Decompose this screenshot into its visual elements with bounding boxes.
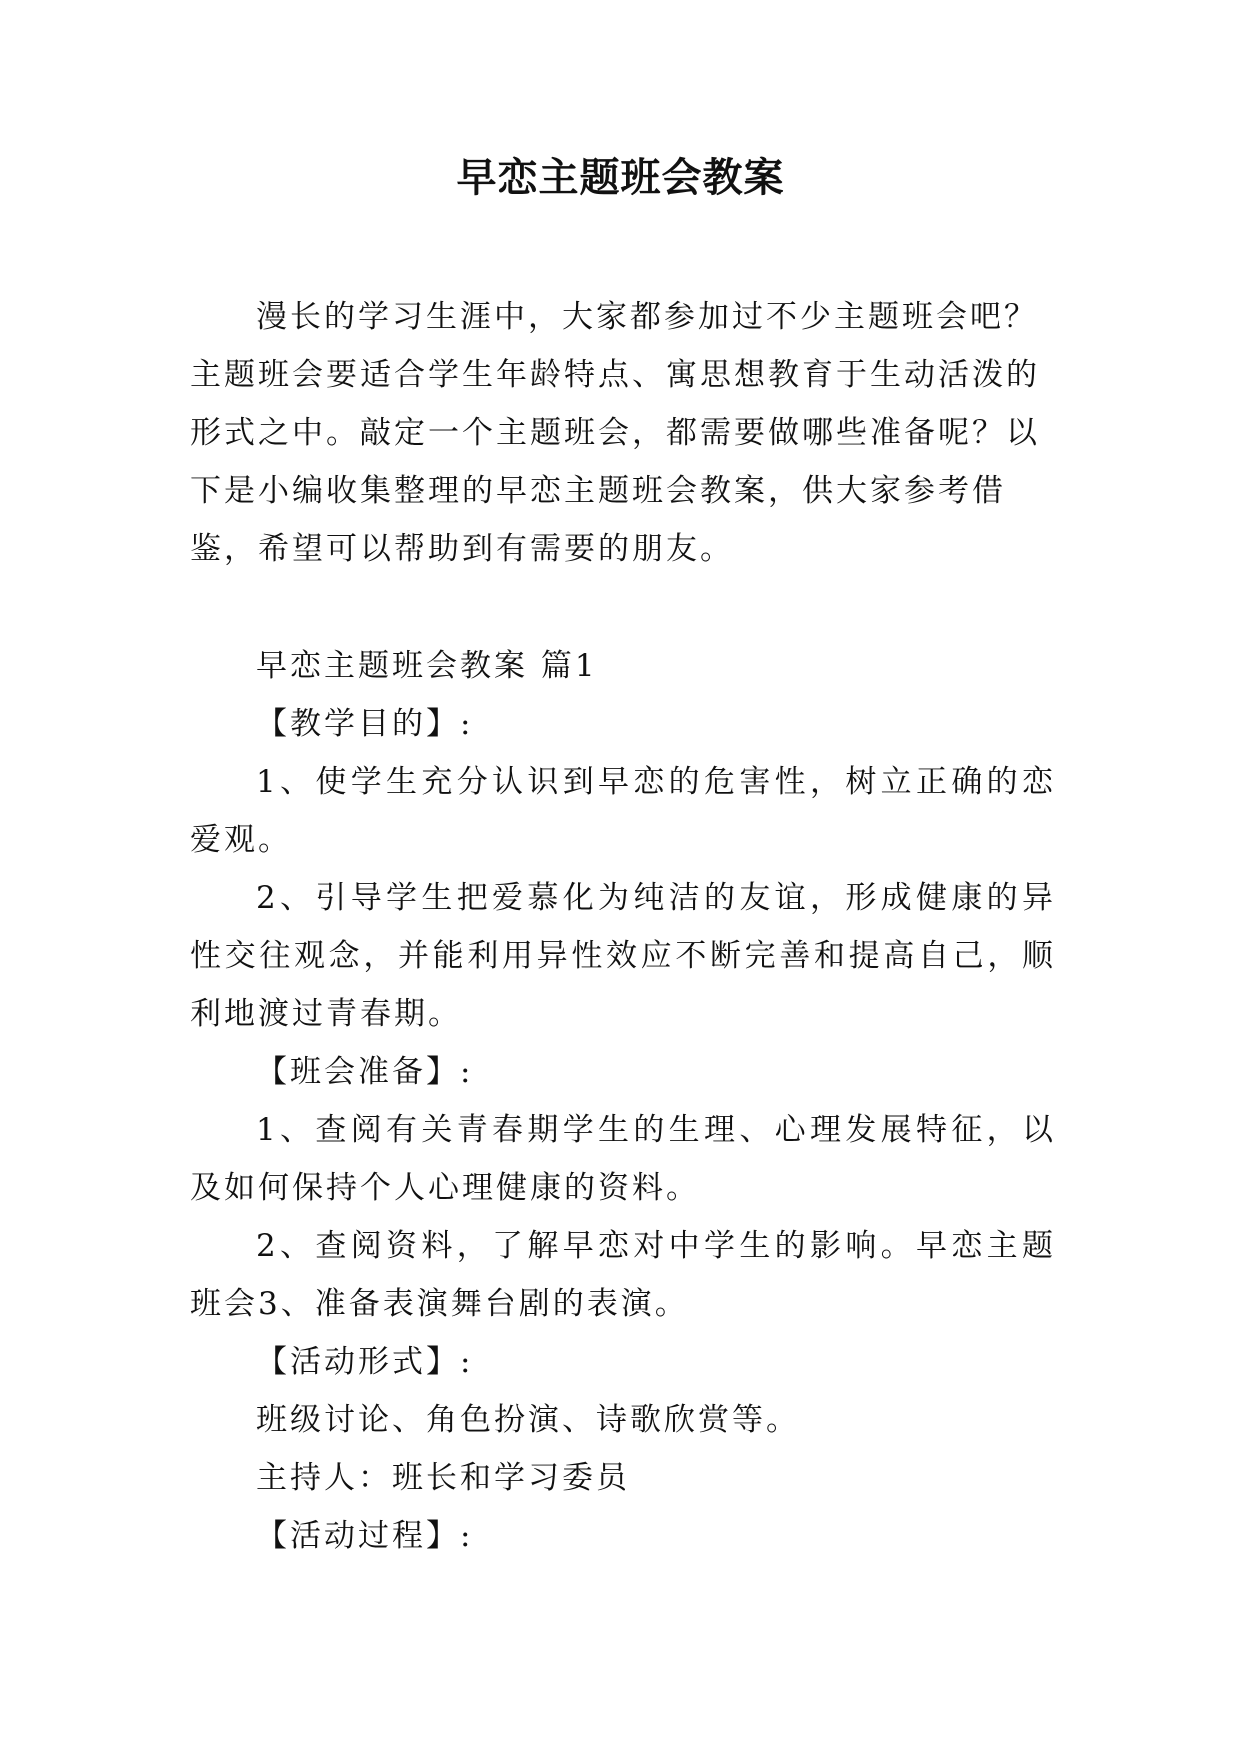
document-title: 早恋主题班会教案: [456, 154, 785, 201]
teaching-goal-1: 1、使学生充分认识到早恋的危害性，树立正确的恋爱观。: [190, 764, 1056, 858]
lesson-plan-body: [190, 637, 1056, 1565]
activity-process-heading: 【活动过程】:: [256, 1518, 474, 1554]
activity-format-heading: 【活动形式】:: [256, 1344, 474, 1380]
preparation-1: 1、查阅有关青春期学生的生理、心理发展特征，以及如何保持个人心理健康的资料。: [190, 1112, 1056, 1206]
activity-format-text: 班级讨论、角色扮演、诗歌欣赏等。: [256, 1402, 800, 1438]
teaching-goal-2: 2、引导学生把爱慕化为纯洁的友谊，形成健康的异性交往观念，并能利用异性效应不断完善和提高自己，顺利地渡过青春期。: [190, 880, 1056, 1032]
preparation-2: 2、查阅资料，了解早恋对中学生的影响。早恋主题班会3、准备表演舞台剧的表演。: [190, 1228, 1056, 1322]
preparation-heading: 【班会准备】:: [256, 1054, 474, 1090]
intro-paragraph: 漫长的学习生涯中，大家都参加过不少主题班会吧？主题班会要适合学生年龄特点、寓思想教育于生动活泼的形式之中。敲定一个主题班会，都需要做哪些准备呢？以下是小编收集整理的早恋主题班会教案，供大家参考借鉴，希望可以帮助到有需要的朋友。: [190, 299, 1040, 567]
host-text: 主持人：班长和学习委员: [256, 1460, 630, 1496]
teaching-goal-heading: 【教学目的】:: [256, 706, 474, 742]
section-heading: 早恋主题班会教案 篇1: [256, 648, 598, 684]
